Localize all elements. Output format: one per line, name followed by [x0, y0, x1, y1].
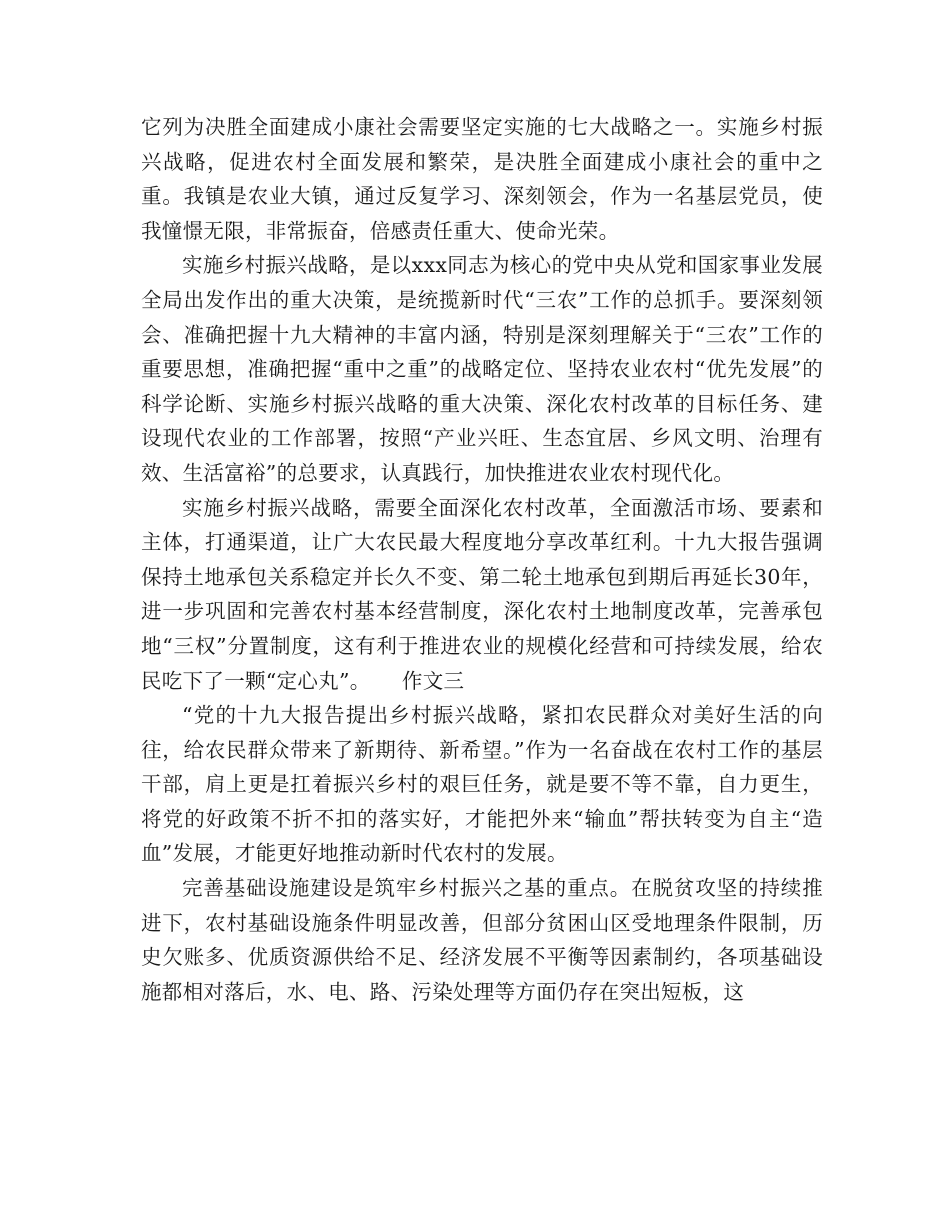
paragraph-4: “党的十九大报告提出乡村振兴战略，紧扣农民群众对美好生活的向往，给农民群众带来了新期待、新希望。”作为一名奋战在农村工作的基层干部，肩上更是扛着振兴乡村的艰巨任务，就是要不等不靠，自力更生，将党的好政策不折不扣的落实好，才能把外来“输血”帮扶转变为自主“造血”发展，才能更好地推动新时代农村的发展。 — [141, 703, 823, 866]
paragraph-3: 实施乡村振兴战略，需要全面深化农村改革，全面激活市场、要素和主体，打通渠道，让广大农民最大程度地分享改革红利。十九大报告强调保持土地承包关系稳定并长久不变、第二轮土地承包到期后再延长30年，进一步巩固和完善农村基本经营制度，深化农村土地制度改革，完善承包地“三权”分置制度，这有利于推进农业的规模化经营和可持续发展，给农民吃下了一颗“定心丸”。 作文三 — [141, 495, 823, 693]
paragraph-2: 实施乡村振兴战略，是以xxx同志为核心的党中央从党和国家事业发展全局出发作出的重大决策，是统揽新时代“三农”工作的总抓手。要深刻领会、准确把握十九大精神的丰富内涵，特别是深刻理解关于“三农”工作的重要思想，准确把握“重中之重”的战略定位、坚持农业农村“优先发展”的科学论断、实施乡村振兴战略的重大决策、深化农村改革的目标任务、建设现代农业的工作部署，按照“产业兴旺、生态宜居、乡风文明、治理有效、生活富裕”的总要求，认真践行，加快推进农业农村现代化。 — [141, 253, 823, 485]
paragraph-1: 它列为决胜全面建成小康社会需要坚定实施的七大战略之一。实施乡村振兴战略，促进农村全面发展和繁荣，是决胜全面建成小康社会的重中之重。我镇是农业大镇，通过反复学习、深刻领会，作为一名基层党员，使我憧憬无限，非常振奋，倍感责任重大、使命光荣。 — [141, 115, 823, 243]
document-body — [141, 110, 823, 1009]
paragraph-5: 完善基础设施建设是筑牢乡村振兴之基的重点。在脱贫攻坚的持续推进下，农村基础设施条件明显改善，但部分贫困山区受地理条件限制，历史欠账多、优质资源供给不足、经济发展不平衡等因素制约，各项基础设施都相对落后，水、电、路、污染处理等方面仍存在突出短板，这 — [141, 876, 823, 1004]
